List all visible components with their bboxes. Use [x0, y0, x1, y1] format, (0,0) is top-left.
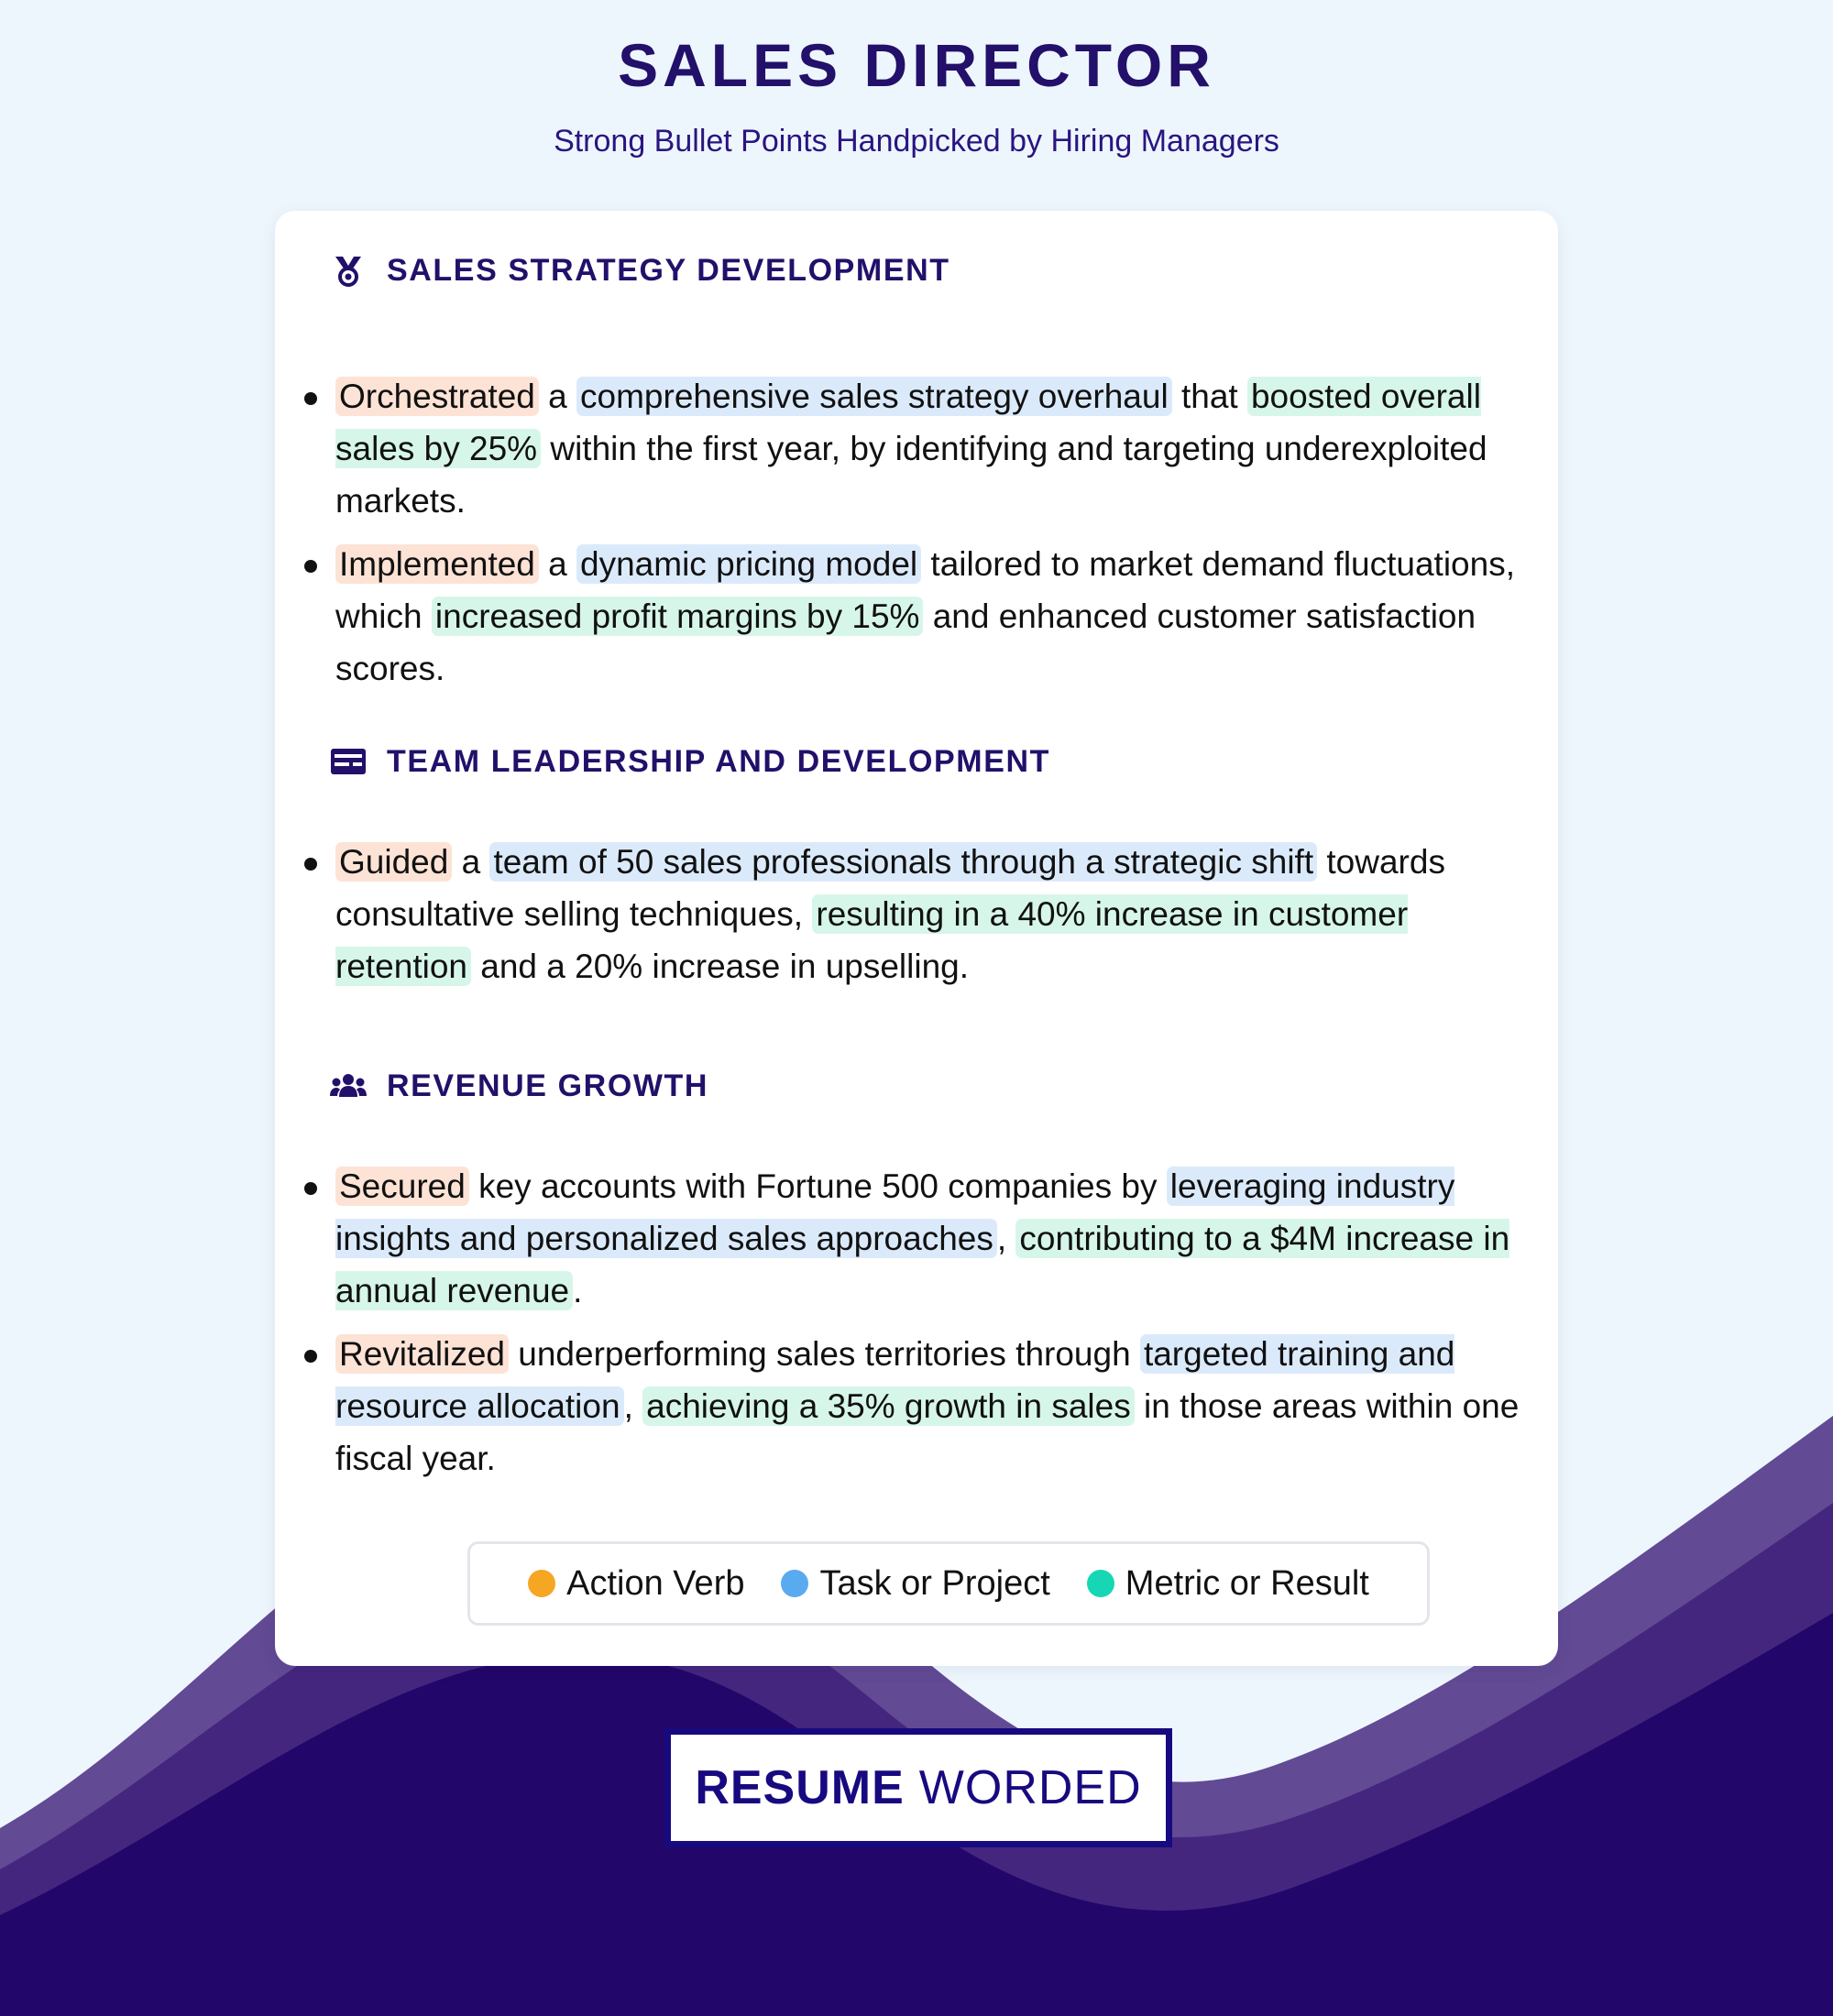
- legend-item-action-verb: [528, 1564, 744, 1604]
- metric-highlight: contributing to a $4M increase in annual revenue: [335, 1220, 1510, 1309]
- action-verb-highlight: Secured: [335, 1167, 469, 1206]
- metric-highlight: increased profit margins by 15%: [432, 597, 924, 636]
- action-verb-highlight: Orchestrated: [335, 377, 539, 416]
- action-verb-highlight: Implemented: [335, 544, 539, 584]
- bullet-text: a: [538, 378, 577, 415]
- bullet-text: and a 20% increase in upselling.: [471, 948, 970, 985]
- bullet-text: a: [538, 545, 577, 583]
- task-highlight: leveraging industry insights and personalized sales approaches: [335, 1167, 1455, 1257]
- page-subtitle: Strong Bullet Points Handpicked by Hiring Managers: [554, 124, 1279, 159]
- resume-worded-logo: [664, 1728, 1172, 1847]
- task-highlight: targeted training and resource allocation: [335, 1335, 1455, 1425]
- section-heading: REVENUE GROWTH: [387, 1068, 709, 1103]
- bullet-list: [275, 370, 1558, 706]
- bullet-text: that: [1171, 378, 1247, 415]
- legend-item-task-or-project: [781, 1564, 1049, 1604]
- bullet-item: [275, 538, 1558, 695]
- section-header: [328, 1063, 708, 1109]
- medal-icon: [328, 250, 368, 290]
- bullet-text: ,: [623, 1387, 643, 1425]
- metric-highlight: boosted overall sales by 25%: [335, 378, 1481, 467]
- bullet-item: [275, 1160, 1558, 1317]
- task-highlight: team of 50 sales professionals through a strategic shift: [489, 842, 1317, 882]
- bullet-text: .: [573, 1272, 583, 1309]
- bullet-text: towards consultative selling techniques,: [335, 843, 1445, 933]
- bullet-item: [275, 836, 1558, 992]
- bullet-text: and enhanced customer satisfaction scores.: [335, 597, 1476, 687]
- section-header: [328, 247, 950, 293]
- legend-dot-blue: [781, 1570, 808, 1597]
- section-heading: TEAM LEADERSHIP AND DEVELOPMENT: [387, 744, 1050, 779]
- logo-word-bold: RESUME: [695, 1761, 905, 1814]
- legend-label: Action Verb: [566, 1563, 745, 1603]
- bullet-text: key accounts with Fortune 500 companies by: [468, 1167, 1167, 1205]
- bullet-list: [275, 836, 1558, 1003]
- section-header: [328, 739, 1050, 784]
- metric-highlight: resulting in a 40% increase in customer retention: [335, 895, 1409, 985]
- bullet-text: ,: [996, 1220, 1016, 1257]
- page-header: [0, 27, 1833, 161]
- highlight-legend: [467, 1541, 1430, 1626]
- id-card-icon: [328, 741, 368, 782]
- metric-highlight: achieving a 35% growth in sales: [642, 1386, 1135, 1426]
- users-icon: [328, 1066, 368, 1106]
- bullet-points-card: [275, 211, 1558, 1666]
- legend-dot-teal: [1087, 1570, 1114, 1597]
- legend-item-metric-or-result: [1087, 1564, 1369, 1604]
- task-highlight: comprehensive sales strategy overhaul: [576, 377, 1172, 416]
- section-heading: SALES STRATEGY DEVELOPMENT: [387, 253, 950, 288]
- action-verb-highlight: Revitalized: [335, 1334, 509, 1374]
- bullet-text: underperforming sales territories through: [508, 1335, 1140, 1373]
- task-highlight: dynamic pricing model: [576, 544, 921, 584]
- legend-dot-orange: [528, 1570, 555, 1597]
- bullet-list: [275, 1160, 1558, 1496]
- page-title: SALES DIRECTOR: [618, 31, 1215, 99]
- action-verb-highlight: Guided: [335, 842, 452, 882]
- bullet-text: a: [452, 843, 490, 881]
- bullet-text: in those areas within one fiscal year.: [335, 1387, 1520, 1477]
- bullet-text: within the first year, by identifying and targeting underexploited markets.: [335, 430, 1487, 520]
- logo-word-light: WORDED: [918, 1761, 1142, 1814]
- bullet-item: [275, 1328, 1558, 1485]
- legend-label: Metric or Result: [1125, 1563, 1369, 1603]
- bullet-item: [275, 370, 1558, 527]
- bullet-text: tailored to market demand fluctuations, which: [335, 545, 1515, 635]
- legend-label: Task or Project: [819, 1563, 1050, 1603]
